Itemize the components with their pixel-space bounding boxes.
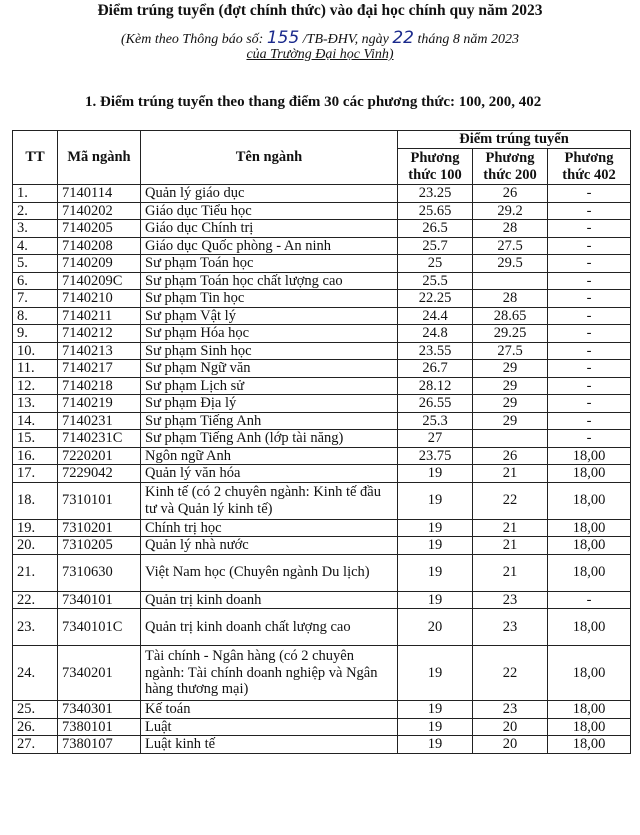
row-number: 6. (13, 272, 58, 290)
score-method-402: - (548, 237, 631, 255)
table-row (13, 377, 631, 395)
major-code: 7140209C (58, 272, 141, 290)
major-code: 7220201 (58, 447, 141, 465)
notice-ref-middle: /TB-ĐHV, ngày (299, 32, 393, 47)
header-ten-nganh: Tên ngành (141, 131, 398, 185)
row-number: 11. (13, 360, 58, 378)
header-ma-nganh: Mã ngành (58, 131, 141, 185)
table-row (13, 736, 631, 754)
major-code: 7140212 (58, 325, 141, 343)
table-row (13, 290, 631, 308)
score-method-200: 29 (473, 377, 548, 395)
score-method-402: 18,00 (548, 718, 631, 736)
issuer-text: của Trường Đại học Vinh) (246, 47, 394, 62)
major-name: Kế toán (141, 701, 398, 719)
major-code: 7340301 (58, 701, 141, 719)
major-code: 7380101 (58, 718, 141, 736)
score-method-100: 19 (398, 465, 473, 483)
header-tt: TT (13, 131, 58, 185)
row-number: 27. (13, 736, 58, 754)
table-row (13, 609, 631, 646)
score-method-200: 28.65 (473, 307, 548, 325)
score-method-402: - (548, 412, 631, 430)
table-row (13, 202, 631, 220)
row-number: 20. (13, 537, 58, 555)
row-number: 14. (13, 412, 58, 430)
score-method-200: 27.5 (473, 342, 548, 360)
major-code: 7140217 (58, 360, 141, 378)
major-name: Sư phạm Địa lý (141, 395, 398, 413)
score-method-200: 28 (473, 220, 548, 238)
score-method-200: 29 (473, 360, 548, 378)
table-row (13, 591, 631, 609)
major-name: Kinh tế (có 2 chuyên ngành: Kinh tế đầu tư và Quản lý kinh tế) (141, 482, 398, 519)
table-row (13, 272, 631, 290)
major-name: Việt Nam học (Chuyên ngành Du lịch) (141, 554, 398, 591)
admission-score-table (12, 130, 631, 754)
table-row (13, 718, 631, 736)
major-code: 7140210 (58, 290, 141, 308)
score-method-100: 23.25 (398, 185, 473, 203)
major-code: 7310205 (58, 537, 141, 555)
score-method-402: 18,00 (548, 736, 631, 754)
score-method-100: 19 (398, 482, 473, 519)
major-code: 7140202 (58, 202, 141, 220)
score-method-200: 21 (473, 554, 548, 591)
row-number: 17. (13, 465, 58, 483)
score-method-402: - (548, 342, 631, 360)
score-method-402: - (548, 360, 631, 378)
score-method-200: 21 (473, 519, 548, 537)
major-name: Tài chính - Ngân hàng (có 2 chuyên ngành: Tài chính doanh nghiệp và Ngân hàng thương mại) (141, 646, 398, 701)
score-method-200: 28 (473, 290, 548, 308)
score-method-402: 18,00 (548, 465, 631, 483)
table-row (13, 395, 631, 413)
table-row (13, 519, 631, 537)
row-number: 12. (13, 377, 58, 395)
notice-reference (0, 28, 640, 48)
major-name: Quản lý nhà nước (141, 537, 398, 555)
major-name: Sư phạm Toán học chất lượng cao (141, 272, 398, 290)
score-method-100: 26.7 (398, 360, 473, 378)
major-name: Luật (141, 718, 398, 736)
score-method-100: 19 (398, 701, 473, 719)
row-number: 18. (13, 482, 58, 519)
table-row (13, 465, 631, 483)
major-name: Sư phạm Toán học (141, 255, 398, 273)
score-method-402: - (548, 202, 631, 220)
score-method-100: 26.55 (398, 395, 473, 413)
score-method-100: 24.4 (398, 307, 473, 325)
score-method-402: - (548, 272, 631, 290)
score-method-402: 18,00 (548, 646, 631, 701)
major-code: 7310630 (58, 554, 141, 591)
row-number: 23. (13, 609, 58, 646)
major-name: Giáo dục Chính trị (141, 220, 398, 238)
score-method-200: 20 (473, 736, 548, 754)
score-method-200: 23 (473, 609, 548, 646)
score-method-200: 22 (473, 482, 548, 519)
score-method-100: 19 (398, 736, 473, 754)
table-row (13, 255, 631, 273)
score-method-402: - (548, 185, 631, 203)
score-method-402: - (548, 430, 631, 448)
score-method-200: 26 (473, 447, 548, 465)
score-method-402: 18,00 (548, 537, 631, 555)
header-phuong-thuc-100: Phương thức 100 (398, 149, 473, 185)
row-number: 10. (13, 342, 58, 360)
major-name: Quản lý văn hóa (141, 465, 398, 483)
score-method-402: 18,00 (548, 554, 631, 591)
row-number: 15. (13, 430, 58, 448)
score-method-100: 19 (398, 718, 473, 736)
score-method-100: 23.55 (398, 342, 473, 360)
table-row (13, 220, 631, 238)
score-method-200: 20 (473, 718, 548, 736)
major-code: 7140205 (58, 220, 141, 238)
row-number: 24. (13, 646, 58, 701)
row-number: 22. (13, 591, 58, 609)
table-row (13, 325, 631, 343)
major-name: Sư phạm Sinh học (141, 342, 398, 360)
score-method-200: 22 (473, 646, 548, 701)
score-method-402: 18,00 (548, 447, 631, 465)
major-name: Quản trị kinh doanh (141, 591, 398, 609)
score-method-100: 26.5 (398, 220, 473, 238)
major-name: Sư phạm Tiếng Anh (lớp tài năng) (141, 430, 398, 448)
row-number: 7. (13, 290, 58, 308)
table-row (13, 554, 631, 591)
table-body (13, 185, 631, 754)
score-method-100: 25 (398, 255, 473, 273)
notice-ref-suffix: tháng 8 năm 2023 (414, 32, 519, 47)
score-method-200 (473, 430, 548, 448)
handwritten-day: 22 (392, 28, 414, 48)
score-method-402: - (548, 325, 631, 343)
row-number: 26. (13, 718, 58, 736)
row-number: 4. (13, 237, 58, 255)
score-method-100: 19 (398, 591, 473, 609)
major-code: 7140231 (58, 412, 141, 430)
table-row (13, 342, 631, 360)
header-phuong-thuc-402: Phương thức 402 (548, 149, 631, 185)
table-row (13, 185, 631, 203)
score-method-100: 19 (398, 646, 473, 701)
score-method-402: - (548, 377, 631, 395)
score-method-100: 24.8 (398, 325, 473, 343)
major-name: Giáo dục Tiểu học (141, 202, 398, 220)
row-number: 8. (13, 307, 58, 325)
score-method-200: 23 (473, 701, 548, 719)
major-code: 7310101 (58, 482, 141, 519)
table-row (13, 447, 631, 465)
score-method-100: 22.25 (398, 290, 473, 308)
score-method-402: 18,00 (548, 609, 631, 646)
score-method-100: 19 (398, 519, 473, 537)
major-code: 7340101 (58, 591, 141, 609)
score-method-200: 23 (473, 591, 548, 609)
major-name: Chính trị học (141, 519, 398, 537)
table-row (13, 307, 631, 325)
score-method-402: - (548, 220, 631, 238)
table-row (13, 646, 631, 701)
major-code: 7229042 (58, 465, 141, 483)
score-method-200: 27.5 (473, 237, 548, 255)
score-method-100: 19 (398, 554, 473, 591)
header-phuong-thuc-200: Phương thức 200 (473, 149, 548, 185)
section-title: 1. Điểm trúng tuyển theo thang điểm 30 các phương thức: 100, 200, 402 (85, 94, 542, 110)
major-code: 7340101C (58, 609, 141, 646)
score-method-402: - (548, 307, 631, 325)
score-method-402: - (548, 290, 631, 308)
major-code: 7140213 (58, 342, 141, 360)
score-method-200: 29.2 (473, 202, 548, 220)
header-diem-group: Điểm trúng tuyển (398, 131, 631, 149)
major-code: 7140114 (58, 185, 141, 203)
major-code: 7140208 (58, 237, 141, 255)
major-code: 7140219 (58, 395, 141, 413)
table-row (13, 482, 631, 519)
score-method-200 (473, 272, 548, 290)
score-method-200: 26 (473, 185, 548, 203)
major-code: 7310201 (58, 519, 141, 537)
document-title: Điểm trúng tuyển (đợt chính thức) vào đại học chính quy năm 2023 (97, 2, 543, 19)
score-method-100: 19 (398, 537, 473, 555)
notice-ref-prefix: (Kèm theo Thông báo số: (121, 32, 267, 47)
major-name: Sư phạm Lịch sử (141, 377, 398, 395)
score-method-100: 27 (398, 430, 473, 448)
score-method-200: 29 (473, 395, 548, 413)
score-method-200: 29 (473, 412, 548, 430)
score-method-200: 21 (473, 465, 548, 483)
row-number: 16. (13, 447, 58, 465)
handwritten-notice-number: 155 (266, 28, 300, 48)
issuer-line (0, 47, 640, 63)
score-method-100: 25.7 (398, 237, 473, 255)
major-name: Luật kinh tế (141, 736, 398, 754)
table-row (13, 430, 631, 448)
major-name: Quản lý giáo dục (141, 185, 398, 203)
score-method-100: 20 (398, 609, 473, 646)
major-code: 7140209 (58, 255, 141, 273)
score-method-402: - (548, 395, 631, 413)
score-method-100: 25.5 (398, 272, 473, 290)
major-code: 7140231C (58, 430, 141, 448)
major-name: Sư phạm Ngữ văn (141, 360, 398, 378)
score-method-402: 18,00 (548, 482, 631, 519)
row-number: 21. (13, 554, 58, 591)
major-name: Ngôn ngữ Anh (141, 447, 398, 465)
row-number: 13. (13, 395, 58, 413)
major-name: Quản trị kinh doanh chất lượng cao (141, 609, 398, 646)
score-method-200: 29.5 (473, 255, 548, 273)
score-method-100: 23.75 (398, 447, 473, 465)
table-row (13, 237, 631, 255)
score-method-402: - (548, 255, 631, 273)
score-method-100: 28.12 (398, 377, 473, 395)
table-row (13, 360, 631, 378)
row-number: 19. (13, 519, 58, 537)
score-method-100: 25.65 (398, 202, 473, 220)
row-number: 25. (13, 701, 58, 719)
major-code: 7140218 (58, 377, 141, 395)
row-number: 5. (13, 255, 58, 273)
table-row (13, 412, 631, 430)
major-name: Sư phạm Vật lý (141, 307, 398, 325)
row-number: 1. (13, 185, 58, 203)
major-name: Sư phạm Tin học (141, 290, 398, 308)
major-code: 7140211 (58, 307, 141, 325)
row-number: 9. (13, 325, 58, 343)
score-method-402: 18,00 (548, 519, 631, 537)
score-method-200: 29.25 (473, 325, 548, 343)
score-method-402: - (548, 591, 631, 609)
table-row (13, 701, 631, 719)
major-name: Sư phạm Hóa học (141, 325, 398, 343)
row-number: 2. (13, 202, 58, 220)
score-method-402: 18,00 (548, 701, 631, 719)
major-code: 7340201 (58, 646, 141, 701)
score-method-200: 21 (473, 537, 548, 555)
major-name: Giáo dục Quốc phòng - An ninh (141, 237, 398, 255)
table-row (13, 537, 631, 555)
major-name: Sư phạm Tiếng Anh (141, 412, 398, 430)
major-code: 7380107 (58, 736, 141, 754)
row-number: 3. (13, 220, 58, 238)
score-method-100: 25.3 (398, 412, 473, 430)
